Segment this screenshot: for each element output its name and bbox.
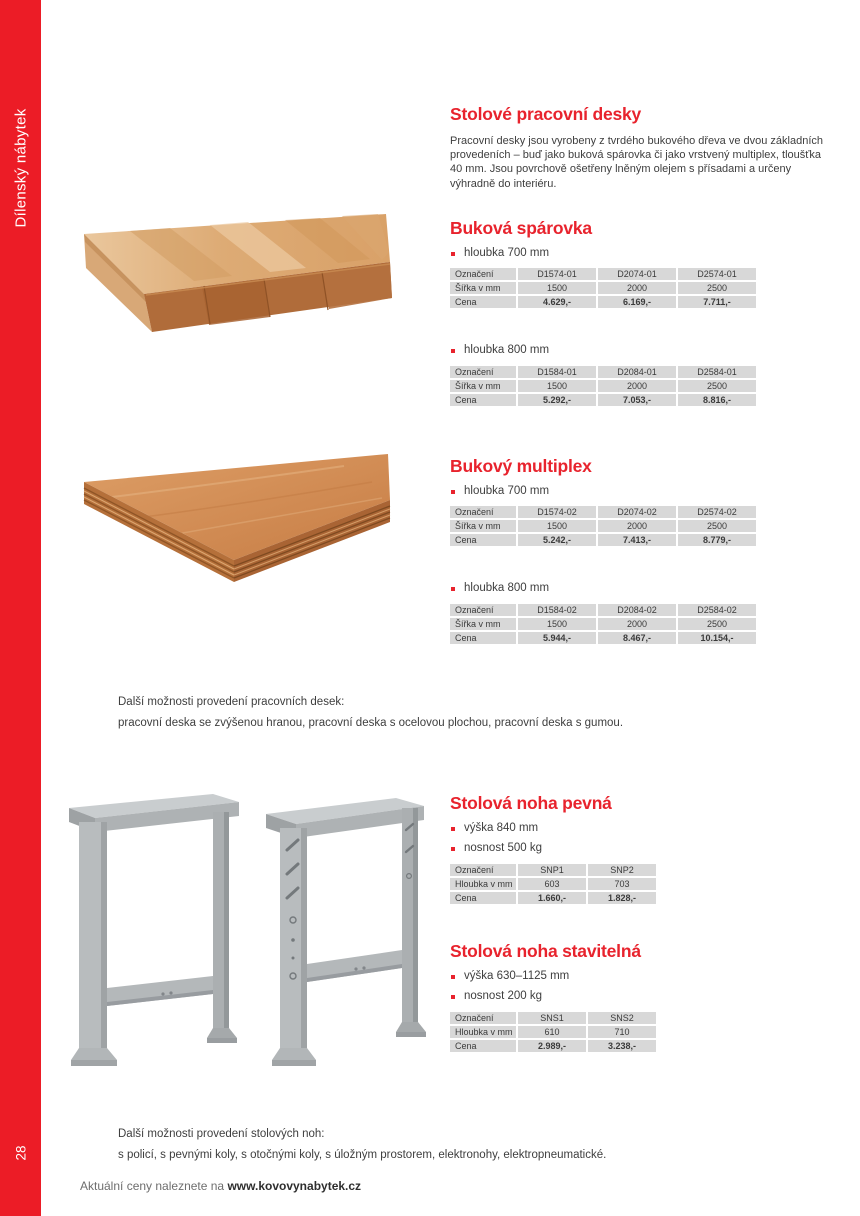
bullet-square-icon xyxy=(451,827,455,831)
value-cell: 5.242,- xyxy=(517,533,597,547)
bullet-item xyxy=(451,344,549,356)
table-row xyxy=(449,533,757,547)
table-row xyxy=(449,603,757,617)
value-cell: 3.238,- xyxy=(587,1039,657,1053)
table-row xyxy=(449,505,757,519)
footer-price-note xyxy=(80,1179,361,1193)
price-table-multiplex-700 xyxy=(448,504,758,548)
table-row xyxy=(449,1011,657,1025)
table-row xyxy=(449,379,757,393)
section-heading-sparovka: Buková spárovka xyxy=(450,218,592,238)
table-row xyxy=(449,295,757,309)
row-label-cell: Označení xyxy=(449,603,517,617)
bullet-label: hloubka 800 mm xyxy=(464,582,550,594)
note-line: Další možnosti provedení stolových noh: xyxy=(118,1128,325,1140)
value-cell: 7.053,- xyxy=(597,393,677,407)
value-cell: 7.711,- xyxy=(677,295,757,309)
value-cell: 8.467,- xyxy=(597,631,677,645)
value-cell: 1500 xyxy=(517,519,597,533)
value-cell: D2074-01 xyxy=(597,267,677,281)
value-cell: D2074-02 xyxy=(597,505,677,519)
row-label-cell: Označení xyxy=(449,365,517,379)
section-heading-noha-pevna: Stolová noha pevná xyxy=(450,793,612,813)
bullet-item xyxy=(451,990,542,1002)
value-cell: 6.169,- xyxy=(597,295,677,309)
row-label-cell: Šířka v mm xyxy=(449,519,517,533)
beech-sparovka-panel-photo xyxy=(82,212,392,354)
table-row xyxy=(449,1025,657,1039)
section-heading-multiplex: Bukový multiplex xyxy=(450,456,592,476)
table-row xyxy=(449,891,657,905)
value-cell: 2500 xyxy=(677,617,757,631)
bullet-item xyxy=(451,582,549,594)
footer-prefix: Aktuální ceny naleznete na xyxy=(80,1179,228,1193)
value-cell: D1574-01 xyxy=(517,267,597,281)
bullet-label: hloubka 700 mm xyxy=(464,485,550,497)
price-table-noha-pevna xyxy=(448,862,658,906)
value-cell: SNS1 xyxy=(517,1011,587,1025)
value-cell: 2500 xyxy=(677,519,757,533)
value-cell: 603 xyxy=(517,877,587,891)
row-label-cell: Označení xyxy=(449,1011,517,1025)
value-cell: 1500 xyxy=(517,379,597,393)
page-title: Stolové pracovní desky xyxy=(450,104,642,124)
value-cell: 10.154,- xyxy=(677,631,757,645)
value-cell: 610 xyxy=(517,1025,587,1039)
bullet-item xyxy=(451,485,549,497)
value-cell: D2574-02 xyxy=(677,505,757,519)
price-table-multiplex-800 xyxy=(448,602,758,646)
footer-url-link[interactable]: www.kovovynabytek.cz xyxy=(227,1179,362,1193)
table-row xyxy=(449,863,657,877)
value-cell: 1500 xyxy=(517,281,597,295)
row-label-cell: Cena xyxy=(449,533,517,547)
bullet-square-icon xyxy=(451,349,455,353)
category-label: Dílenský nábytek xyxy=(12,108,30,228)
value-cell: D1584-01 xyxy=(517,365,597,379)
note-line: Další možnosti provedení pracovních desek: xyxy=(118,696,345,708)
bullet-label: hloubka 800 mm xyxy=(464,344,550,356)
value-cell: 8.816,- xyxy=(677,393,757,407)
value-cell: D2574-01 xyxy=(677,267,757,281)
value-cell: 2000 xyxy=(597,617,677,631)
table-row xyxy=(449,617,757,631)
table-row xyxy=(449,267,757,281)
value-cell: 1500 xyxy=(517,617,597,631)
bullet-square-icon xyxy=(451,847,455,851)
row-label-cell: Hloubka v mm xyxy=(449,1025,517,1039)
bullet-label: výška 840 mm xyxy=(464,822,539,834)
price-table-noha-stavitelna xyxy=(448,1010,658,1054)
row-label-cell: Označení xyxy=(449,505,517,519)
row-label-cell: Cena xyxy=(449,1039,517,1053)
table-row xyxy=(449,1039,657,1053)
row-label-cell: Cena xyxy=(449,393,517,407)
value-cell: D1584-02 xyxy=(517,603,597,617)
price-table-sparovka-700 xyxy=(448,266,758,310)
value-cell: 8.779,- xyxy=(677,533,757,547)
bullet-square-icon xyxy=(451,252,455,256)
row-label-cell: Hloubka v mm xyxy=(449,877,517,891)
value-cell: D2584-02 xyxy=(677,603,757,617)
value-cell: D1574-02 xyxy=(517,505,597,519)
value-cell: 2000 xyxy=(597,281,677,295)
bullet-item xyxy=(451,822,538,834)
value-cell: 710 xyxy=(587,1025,657,1039)
table-row xyxy=(449,281,757,295)
beech-multiplex-panel-photo xyxy=(82,452,392,594)
value-cell: 2.989,- xyxy=(517,1039,587,1053)
bullet-label: nosnost 500 kg xyxy=(464,842,543,854)
value-cell: 2000 xyxy=(597,519,677,533)
value-cell: 4.629,- xyxy=(517,295,597,309)
value-cell: 1.660,- xyxy=(517,891,587,905)
leg-options-note xyxy=(118,1124,606,1165)
row-label-cell: Cena xyxy=(449,295,517,309)
value-cell: SNS2 xyxy=(587,1011,657,1025)
row-label-cell: Označení xyxy=(449,863,517,877)
worktop-options-note xyxy=(118,692,623,733)
row-label-cell: Šířka v mm xyxy=(449,379,517,393)
intro-paragraph: Pracovní desky jsou vyrobeny z tvrdého bukového dřeva ve dvou základních provedeních – buď jako buková spárovka či jako vrstvený multiplex, tloušťka 40 mm. Jsou povrchově ošetřeny lněným olejem s přísadami a určeny výhradně do interiéru. xyxy=(450,135,823,190)
note-line: s policí, s pevnými koly, s otočnými koly, s úložným prostorem, elektronohy, elektropneumatické. xyxy=(118,1148,607,1161)
fixed-table-leg-photo xyxy=(63,786,245,1078)
bullet-label: výška 630–1125 mm xyxy=(464,970,570,982)
value-cell: 7.413,- xyxy=(597,533,677,547)
table-row xyxy=(449,365,757,379)
value-cell: 2500 xyxy=(677,281,757,295)
bullet-label: hloubka 700 mm xyxy=(464,247,550,259)
bullet-label: nosnost 200 kg xyxy=(464,990,543,1002)
value-cell: SNP1 xyxy=(517,863,587,877)
value-cell: 5.292,- xyxy=(517,393,597,407)
value-cell: 1.828,- xyxy=(587,891,657,905)
value-cell: D2084-02 xyxy=(597,603,677,617)
row-label-cell: Šířka v mm xyxy=(449,617,517,631)
value-cell: SNP2 xyxy=(587,863,657,877)
value-cell: 5.944,- xyxy=(517,631,597,645)
row-label-cell: Označení xyxy=(449,267,517,281)
value-cell: D2584-01 xyxy=(677,365,757,379)
price-table-sparovka-800 xyxy=(448,364,758,408)
row-label-cell: Cena xyxy=(449,891,517,905)
note-line: pracovní deska se zvýšenou hranou, pracovní deska s ocelovou plochou, pracovní deska s gumou. xyxy=(118,716,624,729)
bullet-item xyxy=(451,970,569,982)
bullet-item xyxy=(451,247,549,259)
adjustable-table-leg-photo xyxy=(256,786,428,1078)
table-row xyxy=(449,393,757,407)
table-row xyxy=(449,631,757,645)
bullet-square-icon xyxy=(451,490,455,494)
row-label-cell: Cena xyxy=(449,631,517,645)
table-row xyxy=(449,519,757,533)
category-sideband xyxy=(0,0,41,1216)
page-number: 28 xyxy=(13,1145,29,1161)
bullet-item xyxy=(451,842,542,854)
value-cell: 703 xyxy=(587,877,657,891)
value-cell: 2500 xyxy=(677,379,757,393)
bullet-square-icon xyxy=(451,995,455,999)
table-row xyxy=(449,877,657,891)
bullet-square-icon xyxy=(451,587,455,591)
bullet-square-icon xyxy=(451,975,455,979)
value-cell: D2084-01 xyxy=(597,365,677,379)
value-cell: 2000 xyxy=(597,379,677,393)
row-label-cell: Šířka v mm xyxy=(449,281,517,295)
section-heading-noha-stavitelna: Stolová noha stavitelná xyxy=(450,941,641,961)
